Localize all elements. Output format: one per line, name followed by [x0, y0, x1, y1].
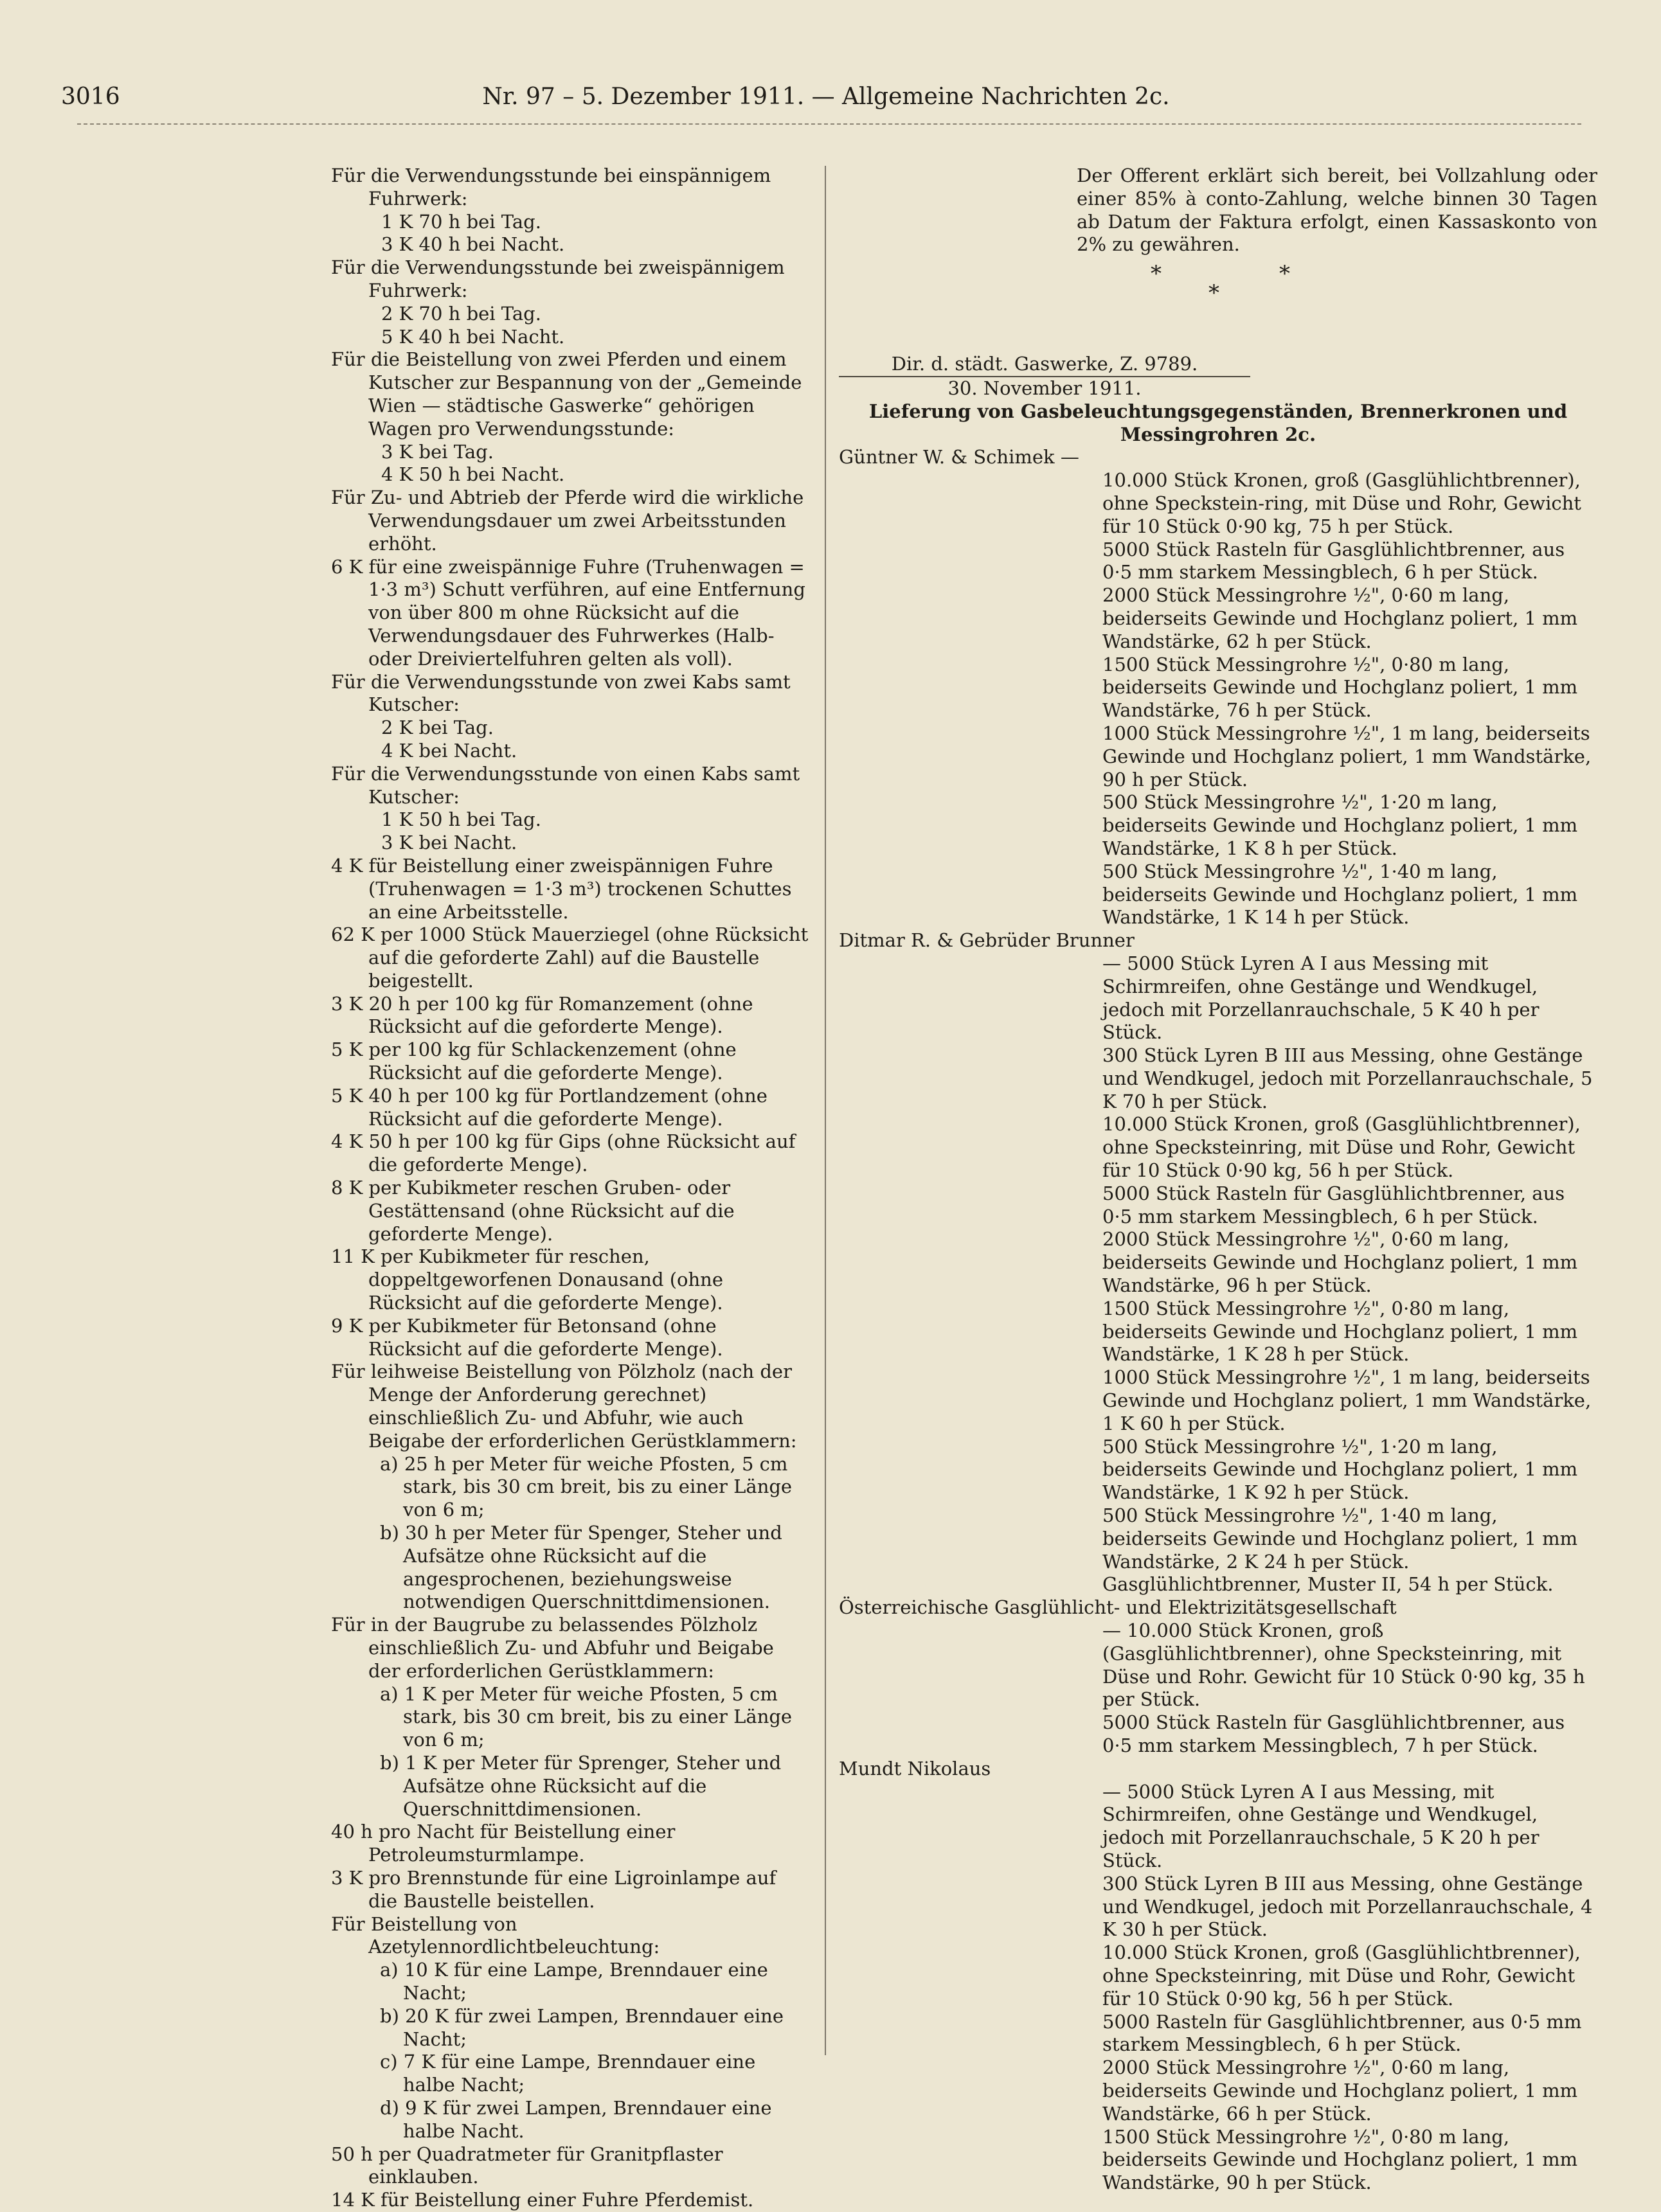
star-3: * [1279, 261, 1290, 287]
price-line: c) 7 K für eine Lampe, Brenndauer eine halbe Nacht; [380, 2051, 756, 2096]
bid-item: 1000 Stück Messingrohre ½", 1 m lang, beiderseits Gewinde und Hochglanz poliert, 1 mm Wandstärke, 1 K 60 h per Stück. [1102, 1366, 1592, 1434]
price-line: Für Beistellung von Azetylennordlichtbeleuchtung: [331, 1913, 660, 1958]
bid-item: 300 Stück Lyren B III aus Messing, ohne Gestänge und Wendkugel, jedoch mit Porzellanrauchschale, 4 K 30 h per Stück. [1102, 1872, 1593, 1941]
tender-entries [839, 446, 1597, 2195]
bid-item: Gasglühlichtbrenner, Muster II, 54 h per Stück. [1102, 1573, 1554, 1596]
price-line: Für die Verwendungsstunde von einen Kabs samt Kutscher: [331, 762, 800, 808]
bid-item: 2000 Stück Messingrohre ½", 0·60 m lang, beiderseits Gewinde und Hochglanz poliert, 1 mm Wandstärke, 96 h per Stück. [1102, 1228, 1578, 1297]
page-header [61, 77, 1591, 116]
bidder-entry [839, 929, 1597, 1596]
bidder-name: Ditmar R. & Gebrüder Brunner [839, 929, 1135, 952]
price-line: b) 1 K per Meter für Sprenger, Steher und Aufsätze ohne Rücksicht auf die Querschnittdimensionen. [380, 1751, 782, 1820]
bid-item: 5000 Stück Rasteln für Gasglühlichtbrenner, aus 0·5 mm starkem Messingblech, 6 h per Stück. [1102, 538, 1565, 584]
bid-item: 10.000 Stück Kronen, groß (Gasglühlichtbrenner), ohne Specksteinring, mit Düse und Rohr, Gewicht für 10 Stück 0·90 kg, 56 h per Stück. [1102, 1941, 1581, 2010]
price-line: 5 K per 100 kg für Schlackenzement (ohne Rücksicht auf die geforderte Menge). [331, 1039, 737, 1084]
bidder-name: Österreichische Gasglühlicht- und Elektrizitätsgesellschaft [839, 1596, 1397, 1619]
price-line: a) 25 h per Meter für weiche Pfosten, 5 cm stark, bis 30 cm breit, bis zu einer Länge von 6 m; [380, 1452, 793, 1521]
star-2: * [1208, 280, 1219, 307]
price-line: 1 K 50 h bei Tag. [381, 808, 541, 831]
price-line: 14 K für Beistellung einer Fuhre Pferdemist. [331, 2189, 754, 2211]
price-line: 8 K per Kubikmeter reschen Gruben- oder Gestättensand (ohne Rücksicht auf die geforderte Menge). [331, 1177, 735, 1245]
price-line: Für die Beistellung von zwei Pferden und einem Kutscher zur Bespannung von der „Gemeinde Wien — städtische Gaswerke“ gehörigen Wagen pro Verwendungsstunde: [331, 348, 802, 440]
bid-item: 1000 Stück Messingrohre ½", 1 m lang, beiderseits Gewinde und Hochglanz poliert, 1 mm Wandstärke, 90 h per Stück. [1102, 722, 1592, 790]
section-title: Lieferung von Gasbeleuchtungsgegenständen, Brennerkronen und Messingrohren 2c. [868, 400, 1568, 445]
price-line: 3 K 20 h per 100 kg für Romanzement (ohne Rücksicht auf die geforderte Menge). [331, 992, 753, 1038]
star-1: * [1151, 261, 1162, 287]
price-line: 40 h pro Nacht für Beistellung einer Petroleumsturmlampe. [331, 1821, 676, 1866]
bid-item: 10.000 Stück Kronen, groß (Gasglühlichtbrenner), ohne Speckstein-ring, mit Düse und Rohr, Gewicht für 10 Stück 0·90 kg, 75 h per Stück. [1102, 469, 1581, 537]
price-line: 62 K per 1000 Stück Mauerziegel (ohne Rücksicht auf die geforderte Zahl) auf die Baustelle beigestellt. [331, 923, 809, 992]
left-column [331, 165, 810, 2212]
price-line: Für die Verwendungsstunde bei einspännigem Fuhrwerk: [331, 165, 771, 210]
section-separator [839, 256, 1597, 353]
bidder-entry [839, 1758, 1597, 2195]
bid-item: 500 Stück Messingrohre ½", 1·40 m lang, beiderseits Gewinde und Hochglanz poliert, 1 mm Wandstärke, 2 K 24 h per Stück. [1102, 1504, 1578, 1573]
price-line: b) 30 h per Meter für Spenger, Steher und Aufsätze ohne Rücksicht auf die angesprochenen, beziehungsweise notwendigen Querschnittdimensionen. [380, 1522, 782, 1613]
bid-item: 1500 Stück Messingrohre ½", 0·80 m lang, beiderseits Gewinde und Hochglanz poliert, 1 mm Wandstärke, 76 h per Stück. [1102, 653, 1578, 722]
price-line: 9 K per Kubikmeter für Betonsand (ohne Rücksicht auf die geforderte Menge). [331, 1314, 723, 1360]
bid-item: — 5000 Stück Lyren A I aus Messing mit Schirmreifen, ohne Gestänge und Wendkugel, jedoch mit Porzellanrauchschale, 5 K 40 h per Stück. [1102, 952, 1540, 1044]
price-line: d) 9 K für zwei Lampen, Brenndauer eine halbe Nacht. [380, 2096, 772, 2142]
price-line: Für die Verwendungsstunde von zwei Kabs samt Kutscher: [331, 670, 791, 716]
price-line: 3 K 40 h bei Nacht. [381, 233, 565, 256]
bid-item: — 5000 Stück Lyren A I aus Messing, mit Schirmreifen, ohne Gestänge und Wendkugel, jedoch mit Porzellanrauchschale, 5 K 20 h per Stück. [1102, 1780, 1540, 1871]
price-line: b) 20 K für zwei Lampen, Brenndauer eine Nacht; [380, 2004, 784, 2050]
bidder-name: Güntner W. & Schimek — [839, 446, 1079, 468]
bidder-name: Mundt Nikolaus [839, 1757, 991, 1779]
bid-item: 2000 Stück Messingrohre ½", 0·60 m lang, beiderseits Gewinde und Hochglanz poliert, 1 mm Wandstärke, 62 h per Stück. [1102, 584, 1578, 652]
price-line: 2 K bei Tag. [381, 717, 494, 739]
price-line: 3 K bei Tag. [381, 440, 494, 463]
bid-item: 300 Stück Lyren B III aus Messing, ohne Gestänge und Wendkugel, jedoch mit Porzellanrauchschale, 5 K 70 h per Stück. [1102, 1044, 1593, 1112]
notice-date: 30. November 1911. [947, 377, 1142, 399]
bid-item: 500 Stück Messingrohre ½", 1·20 m lang, beiderseits Gewinde und Hochglanz poliert, 1 mm Wandstärke, 1 K 92 h per Stück. [1102, 1435, 1578, 1504]
column-divider [825, 166, 826, 2055]
bid-item: 10.000 Stück Kronen, groß (Gasglühlichtbrenner), ohne Specksteinring, mit Düse und Rohr, Gewicht für 10 Stück 0·90 kg, 56 h per Stück. [1102, 1113, 1581, 1182]
bid-item: 2000 Stück Messingrohre ½", 0·60 m lang, beiderseits Gewinde und Hochglanz poliert, 1 mm Wandstärke, 66 h per Stück. [1102, 2056, 1578, 2125]
price-line: 2 K 70 h bei Tag. [381, 302, 541, 325]
price-line: a) 1 K per Meter für weiche Pfosten, 5 cm stark, bis 30 cm breit, bis zu einer Länge von 6 m; [380, 1682, 793, 1751]
header-title: Nr. 97 – 5. Dezember 1911. — Allgemeine Nachrichten 2c. [482, 84, 1170, 110]
bid-item: 1500 Stück Messingrohre ½", 0·80 m lang, beiderseits Gewinde und Hochglanz poliert, 1 mm Wandstärke, 90 h per Stück. [1102, 2125, 1578, 2194]
offer-text: Der Offerent erklärt sich bereit, bei Vollzahlung oder einer 85% à conto-Zahlung, welche binnen 30 Tagen ab Datum der Faktura erfolgt, einen Kassaskonto von 2% zu gewähren. [1077, 165, 1597, 256]
bid-item: 500 Stück Messingrohre ½", 1·40 m lang, beiderseits Gewinde und Hochglanz poliert, 1 mm Wandstärke, 1 K 14 h per Stück. [1102, 860, 1578, 929]
header-rule [77, 123, 1581, 130]
price-line: 6 K für eine zweispännige Fuhre (Truhenwagen = 1·3 m³) Schutt verführen, auf eine Entfernung von über 800 m ohne Rücksicht auf die Verwendungsdauer des Fuhrwerkes (Halb- oder Dreiviertelfuhren gelten als voll). [331, 555, 805, 670]
bidder-entry [839, 1596, 1597, 1758]
price-line: a) 10 K für eine Lampe, Brenndauer eine Nacht; [380, 1959, 768, 2004]
price-line: Für Zu- und Abtrieb der Pferde wird die wirkliche Verwendungsdauer um zwei Arbeitsstunden erhöht. [331, 486, 804, 555]
price-line: Für die Verwendungsstunde bei zweispännigem Fuhrwerk: [331, 256, 785, 301]
price-line: 4 K für Beistellung einer zweispännigen Fuhre (Truhenwagen = 1·3 m³) trockenen Schuttes an eine Arbeitsstelle. [331, 854, 792, 923]
bidder-entry [839, 446, 1597, 929]
price-line: Für leihweise Beistellung von Pölzholz (nach der Menge der Anforderung gerechnet) einschließlich Zu- und Abfuhr, wie auch Beigabe der erforderlichen Gerüstklammern: [331, 1360, 797, 1452]
bid-item: 500 Stück Messingrohre ½", 1·20 m lang, beiderseits Gewinde und Hochglanz poliert, 1 mm Wandstärke, 1 K 8 h per Stück. [1102, 791, 1578, 859]
bid-item: 1500 Stück Messingrohre ½", 0·80 m lang, beiderseits Gewinde und Hochglanz poliert, 1 mm Wandstärke, 1 K 28 h per Stück. [1102, 1297, 1578, 1366]
bid-item: — 10.000 Stück Kronen, groß (Gasglühlichtbrenner), ohne Specksteinring, mit Düse und Rohr. Gewicht für 10 Stück 0·90 kg, 35 h per Stück. [1102, 1619, 1585, 1711]
price-line: 5 K 40 h per 100 kg für Portlandzement (ohne Rücksicht auf die geforderte Menge). [331, 1084, 768, 1130]
bid-item: 5000 Rasteln für Gasglühlichtbrenner, aus 0·5 mm starkem Messingblech, 6 h per Stück. [1102, 2010, 1582, 2056]
price-line: 4 K 50 h per 100 kg für Gips (ohne Rücksicht auf die geforderte Menge). [331, 1130, 796, 1176]
directorate-reference: Dir. d. städt. Gaswerke, Z. 9789. [839, 353, 1250, 377]
price-line: 3 K pro Brennstunde für eine Ligroinlampe auf die Baustelle beistellen. [331, 1866, 777, 1912]
price-line: Für in der Baugrube zu belassendes Pölzholz einschließlich Zu- und Abfuhr und Beigabe der erforderlichen Gerüstklammern: [331, 1614, 774, 1682]
price-line: 3 K bei Nacht. [381, 832, 517, 854]
price-line: 4 K bei Nacht. [381, 739, 517, 762]
price-line: 4 K 50 h bei Nacht. [381, 463, 565, 486]
bid-item: 5000 Stück Rasteln für Gasglühlichtbrenner, aus 0·5 mm starkem Messingblech, 6 h per Stück. [1102, 1182, 1565, 1227]
right-column [839, 165, 1597, 2195]
price-line: 11 K per Kubikmeter für reschen, doppeltgeworfenen Donausand (ohne Rücksicht auf die geforderte Menge). [331, 1245, 724, 1314]
price-line: 5 K 40 h bei Nacht. [381, 325, 565, 348]
price-line: 1 K 70 h bei Tag. [381, 210, 541, 233]
price-line: 50 h per Quadratmeter für Granitpflaster einklauben. [331, 2143, 723, 2188]
bid-item: 5000 Stück Rasteln für Gasglühlichtbrenner, aus 0·5 mm starkem Messingblech, 7 h per Stück. [1102, 1711, 1565, 1756]
page-number: 3016 [61, 84, 120, 110]
